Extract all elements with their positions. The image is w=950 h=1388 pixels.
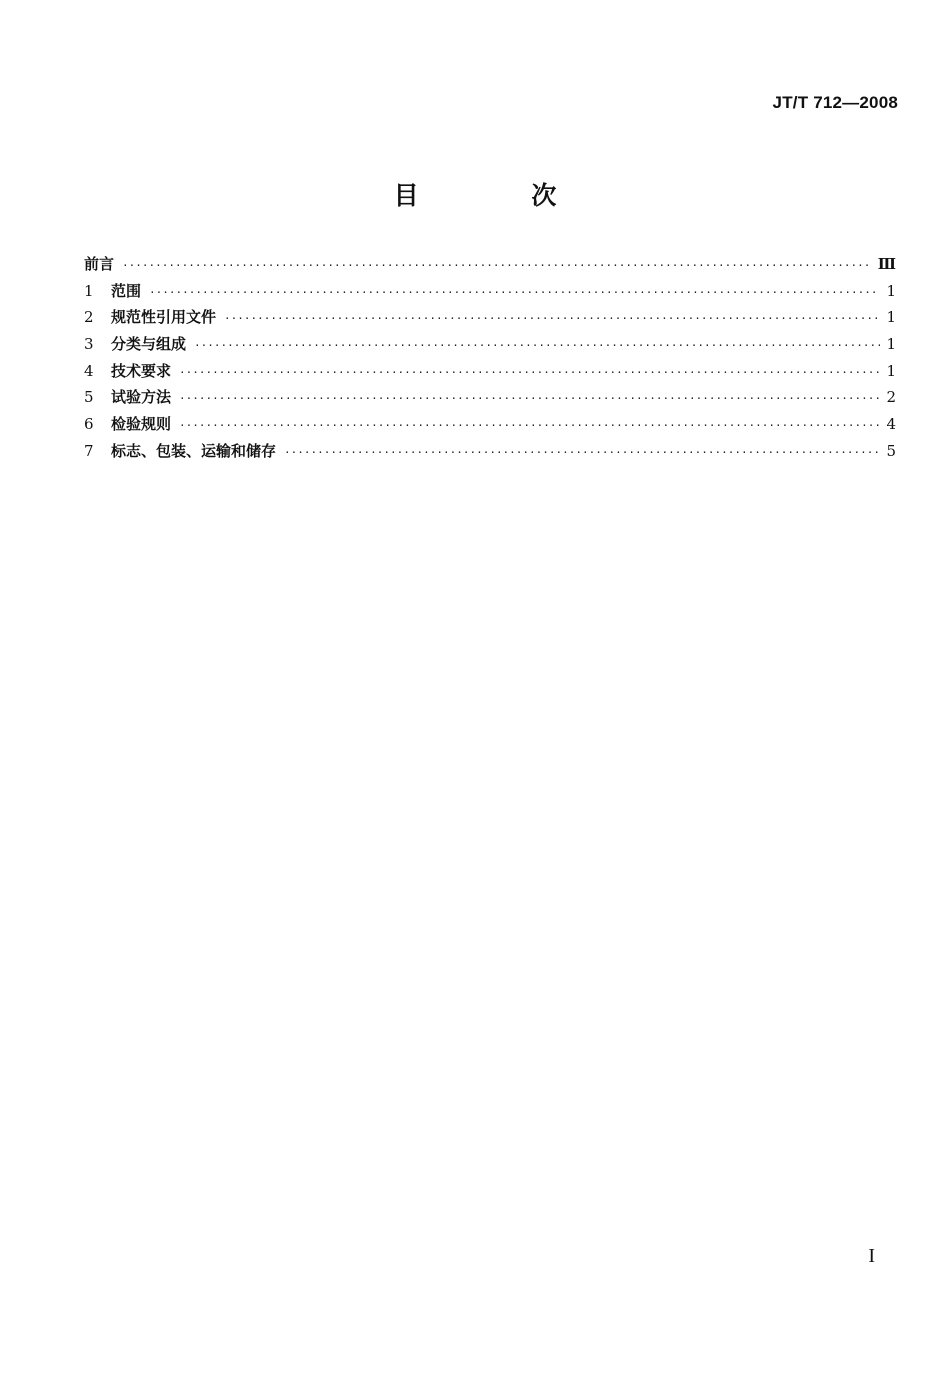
toc-entry-page: 5 [886,441,896,460]
toc-entry-technical-requirements[interactable] [84,360,896,387]
toc-entry-label: 技术要求 [111,361,172,380]
dot-leader [122,259,872,272]
toc-entry-page: 4 [886,415,896,434]
toc-entry-foreword[interactable] [84,253,896,280]
toc-entry-number: 1 [84,281,94,300]
table-of-contents [84,253,896,467]
toc-entry-number: 2 [84,308,94,327]
dot-leader [179,419,880,432]
document-code: JT/T 712—2008 [772,93,898,112]
toc-entry-inspection-rules[interactable] [84,413,896,440]
toc-entry-label: 规范性引用文件 [111,308,217,327]
dot-leader [179,392,880,405]
toc-entry-page: 1 [886,361,896,380]
toc-entry-page: 1 [886,335,896,354]
toc-entry-number: 5 [84,388,94,407]
page-number: I [868,1245,875,1267]
dot-leader [179,366,880,379]
toc-entry-normative-references[interactable] [84,306,896,333]
toc-entry-number: 7 [84,441,94,460]
toc-entry-label: 试验方法 [111,388,172,407]
toc-entry-page: 2 [886,388,896,407]
toc-entry-page: 1 [886,308,896,327]
toc-entry-scope[interactable] [84,280,896,307]
toc-entry-classification[interactable] [84,333,896,360]
toc-entry-marking-packaging[interactable] [84,440,896,467]
toc-entry-label: 范围 [111,281,142,300]
toc-entry-number: 3 [84,335,94,354]
dot-leader [284,446,880,459]
toc-entry-label: 分类与组成 [111,335,187,354]
toc-entry-number: 4 [84,361,94,380]
toc-entry-page: 1 [886,281,896,300]
dot-leader [149,286,880,299]
toc-entry-label: 前言 [84,255,115,273]
toc-entry-label: 标志、包装、运输和储存 [111,441,277,460]
dot-leader [194,339,880,352]
page-title: 目 次 [393,181,609,210]
toc-entry-label: 检验规则 [111,415,172,434]
toc-entry-page: Ⅲ [877,255,896,273]
dot-leader [224,312,880,325]
toc-entry-number: 6 [84,415,94,434]
toc-entry-test-methods[interactable] [84,386,896,413]
